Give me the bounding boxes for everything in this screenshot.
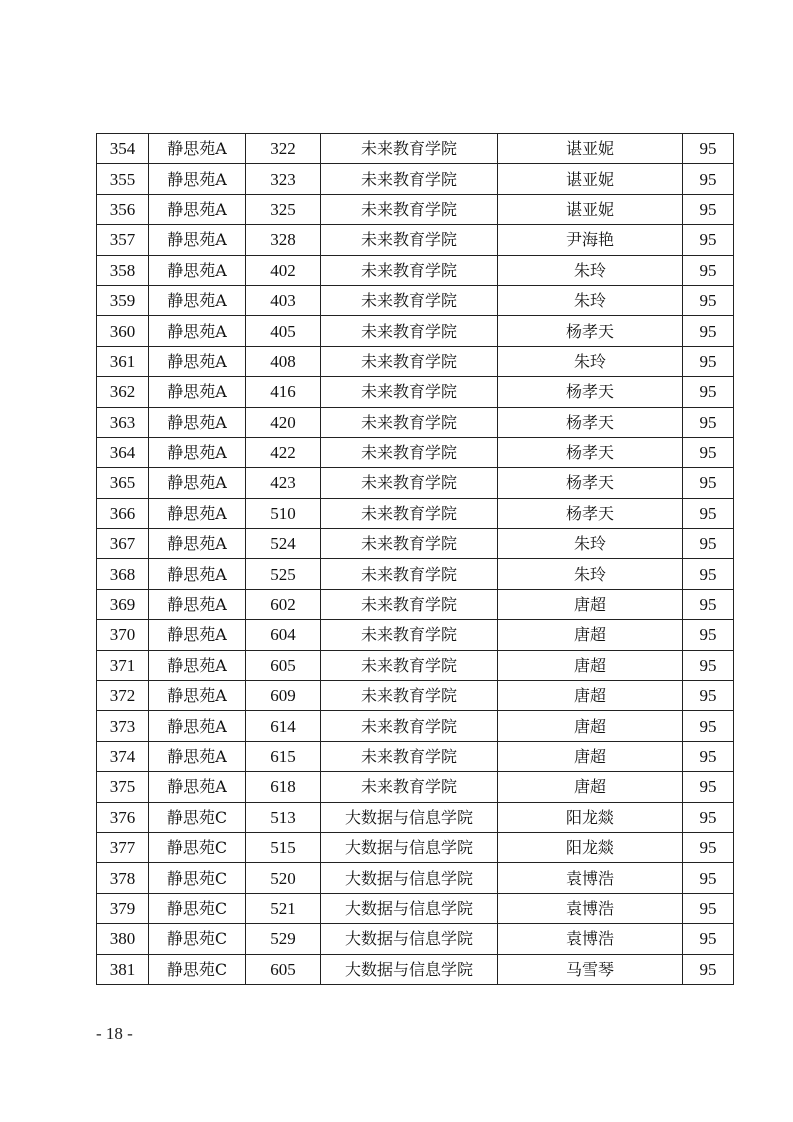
row-index-cell: 359 [97,285,149,315]
room-cell: 328 [246,225,321,255]
college-cell: 未来教育学院 [321,194,498,224]
score-cell: 95 [683,437,734,467]
name-cell: 朱玲 [498,285,683,315]
building-cell: 静思苑A [149,437,246,467]
room-cell: 323 [246,164,321,194]
room-cell: 405 [246,316,321,346]
building-cell: 静思苑A [149,620,246,650]
table-row [97,377,734,407]
building-cell: 静思苑A [149,468,246,498]
building-cell: 静思苑A [149,681,246,711]
table-row [97,346,734,376]
row-index-cell: 376 [97,802,149,832]
name-cell: 袁博浩 [498,924,683,954]
table-row [97,468,734,498]
table-row [97,407,734,437]
name-cell: 唐超 [498,650,683,680]
room-cell: 520 [246,863,321,893]
table-row [97,954,734,984]
table-row [97,772,734,802]
building-cell: 静思苑A [149,772,246,802]
name-cell: 朱玲 [498,559,683,589]
row-index-cell: 361 [97,346,149,376]
building-cell: 静思苑A [149,377,246,407]
table-row [97,620,734,650]
score-cell: 95 [683,589,734,619]
row-index-cell: 355 [97,164,149,194]
college-cell: 未来教育学院 [321,498,498,528]
table-row [97,863,734,893]
name-cell: 袁博浩 [498,893,683,923]
name-cell: 唐超 [498,772,683,802]
score-cell: 95 [683,802,734,832]
room-cell: 604 [246,620,321,650]
college-cell: 未来教育学院 [321,681,498,711]
score-cell: 95 [683,377,734,407]
room-cell: 525 [246,559,321,589]
building-cell: 静思苑A [149,346,246,376]
row-index-cell: 360 [97,316,149,346]
building-cell: 静思苑A [149,164,246,194]
table-row [97,255,734,285]
building-cell: 静思苑A [149,255,246,285]
room-cell: 416 [246,377,321,407]
college-cell: 大数据与信息学院 [321,832,498,862]
row-index-cell: 358 [97,255,149,285]
table-row [97,498,734,528]
college-cell: 未来教育学院 [321,529,498,559]
name-cell: 阳龙燚 [498,802,683,832]
building-cell: 静思苑A [149,285,246,315]
name-cell: 杨孝天 [498,468,683,498]
row-index-cell: 381 [97,954,149,984]
college-cell: 大数据与信息学院 [321,802,498,832]
college-cell: 未来教育学院 [321,225,498,255]
score-cell: 95 [683,468,734,498]
college-cell: 未来教育学院 [321,620,498,650]
table-row [97,134,734,164]
table-row [97,285,734,315]
room-cell: 420 [246,407,321,437]
room-cell: 524 [246,529,321,559]
room-cell: 602 [246,589,321,619]
row-index-cell: 356 [97,194,149,224]
room-cell: 615 [246,741,321,771]
name-cell: 朱玲 [498,529,683,559]
building-cell: 静思苑A [149,529,246,559]
college-cell: 未来教育学院 [321,164,498,194]
table-row [97,316,734,346]
college-cell: 未来教育学院 [321,134,498,164]
building-cell: 静思苑A [149,650,246,680]
college-cell: 未来教育学院 [321,711,498,741]
table-row [97,164,734,194]
score-cell: 95 [683,529,734,559]
row-index-cell: 373 [97,711,149,741]
building-cell: 静思苑A [149,407,246,437]
name-cell: 唐超 [498,711,683,741]
table-row [97,741,734,771]
row-index-cell: 369 [97,589,149,619]
dormitory-score-table [96,133,734,985]
room-cell: 605 [246,650,321,680]
building-cell: 静思苑A [149,316,246,346]
table-row [97,194,734,224]
row-index-cell: 357 [97,225,149,255]
college-cell: 大数据与信息学院 [321,893,498,923]
score-cell: 95 [683,863,734,893]
score-cell: 95 [683,164,734,194]
college-cell: 未来教育学院 [321,468,498,498]
name-cell: 马雪琴 [498,954,683,984]
score-cell: 95 [683,741,734,771]
row-index-cell: 364 [97,437,149,467]
building-cell: 静思苑C [149,893,246,923]
name-cell: 谌亚妮 [498,164,683,194]
college-cell: 未来教育学院 [321,316,498,346]
row-index-cell: 367 [97,529,149,559]
score-cell: 95 [683,559,734,589]
room-cell: 513 [246,802,321,832]
row-index-cell: 368 [97,559,149,589]
room-cell: 618 [246,772,321,802]
building-cell: 静思苑C [149,954,246,984]
row-index-cell: 374 [97,741,149,771]
room-cell: 609 [246,681,321,711]
table-row [97,437,734,467]
score-cell: 95 [683,255,734,285]
college-cell: 未来教育学院 [321,346,498,376]
building-cell: 静思苑A [149,741,246,771]
row-index-cell: 380 [97,924,149,954]
college-cell: 大数据与信息学院 [321,924,498,954]
room-cell: 614 [246,711,321,741]
row-index-cell: 370 [97,620,149,650]
name-cell: 杨孝天 [498,316,683,346]
room-cell: 403 [246,285,321,315]
score-cell: 95 [683,498,734,528]
college-cell: 大数据与信息学院 [321,863,498,893]
score-cell: 95 [683,954,734,984]
score-cell: 95 [683,924,734,954]
room-cell: 515 [246,832,321,862]
row-index-cell: 375 [97,772,149,802]
college-cell: 未来教育学院 [321,559,498,589]
table-row [97,225,734,255]
room-cell: 322 [246,134,321,164]
table-row [97,893,734,923]
row-index-cell: 377 [97,832,149,862]
name-cell: 谌亚妮 [498,134,683,164]
score-cell: 95 [683,772,734,802]
room-cell: 423 [246,468,321,498]
room-cell: 605 [246,954,321,984]
college-cell: 未来教育学院 [321,589,498,619]
table-row [97,559,734,589]
room-cell: 510 [246,498,321,528]
name-cell: 唐超 [498,681,683,711]
college-cell: 未来教育学院 [321,437,498,467]
score-cell: 95 [683,620,734,650]
college-cell: 未来教育学院 [321,285,498,315]
table-row [97,529,734,559]
room-cell: 422 [246,437,321,467]
building-cell: 静思苑A [149,589,246,619]
row-index-cell: 372 [97,681,149,711]
building-cell: 静思苑C [149,863,246,893]
name-cell: 尹海艳 [498,225,683,255]
table-row [97,832,734,862]
building-cell: 静思苑A [149,194,246,224]
building-cell: 静思苑C [149,802,246,832]
college-cell: 大数据与信息学院 [321,954,498,984]
college-cell: 未来教育学院 [321,650,498,680]
table-row [97,650,734,680]
score-cell: 95 [683,316,734,346]
building-cell: 静思苑C [149,924,246,954]
table-row [97,802,734,832]
row-index-cell: 362 [97,377,149,407]
score-cell: 95 [683,681,734,711]
score-cell: 95 [683,407,734,437]
table-row [97,924,734,954]
table-row [97,589,734,619]
score-cell: 95 [683,832,734,862]
score-cell: 95 [683,194,734,224]
name-cell: 阳龙燚 [498,832,683,862]
name-cell: 袁博浩 [498,863,683,893]
score-cell: 95 [683,650,734,680]
name-cell: 唐超 [498,589,683,619]
name-cell: 谌亚妮 [498,194,683,224]
row-index-cell: 378 [97,863,149,893]
name-cell: 唐超 [498,620,683,650]
room-cell: 529 [246,924,321,954]
score-cell: 95 [683,134,734,164]
row-index-cell: 354 [97,134,149,164]
row-index-cell: 365 [97,468,149,498]
name-cell: 杨孝天 [498,498,683,528]
room-cell: 325 [246,194,321,224]
table-row [97,681,734,711]
score-cell: 95 [683,893,734,923]
building-cell: 静思苑A [149,225,246,255]
building-cell: 静思苑A [149,711,246,741]
score-cell: 95 [683,225,734,255]
row-index-cell: 363 [97,407,149,437]
name-cell: 杨孝天 [498,377,683,407]
name-cell: 朱玲 [498,346,683,376]
building-cell: 静思苑A [149,559,246,589]
college-cell: 未来教育学院 [321,772,498,802]
name-cell: 杨孝天 [498,437,683,467]
building-cell: 静思苑A [149,498,246,528]
page-number: - 18 - [96,1024,133,1043]
college-cell: 未来教育学院 [321,377,498,407]
room-cell: 402 [246,255,321,285]
row-index-cell: 371 [97,650,149,680]
name-cell: 朱玲 [498,255,683,285]
college-cell: 未来教育学院 [321,407,498,437]
row-index-cell: 379 [97,893,149,923]
building-cell: 静思苑A [149,134,246,164]
room-cell: 408 [246,346,321,376]
score-cell: 95 [683,285,734,315]
table-row [97,711,734,741]
score-cell: 95 [683,346,734,376]
room-cell: 521 [246,893,321,923]
building-cell: 静思苑C [149,832,246,862]
name-cell: 唐超 [498,741,683,771]
college-cell: 未来教育学院 [321,255,498,285]
college-cell: 未来教育学院 [321,741,498,771]
score-cell: 95 [683,711,734,741]
row-index-cell: 366 [97,498,149,528]
name-cell: 杨孝天 [498,407,683,437]
